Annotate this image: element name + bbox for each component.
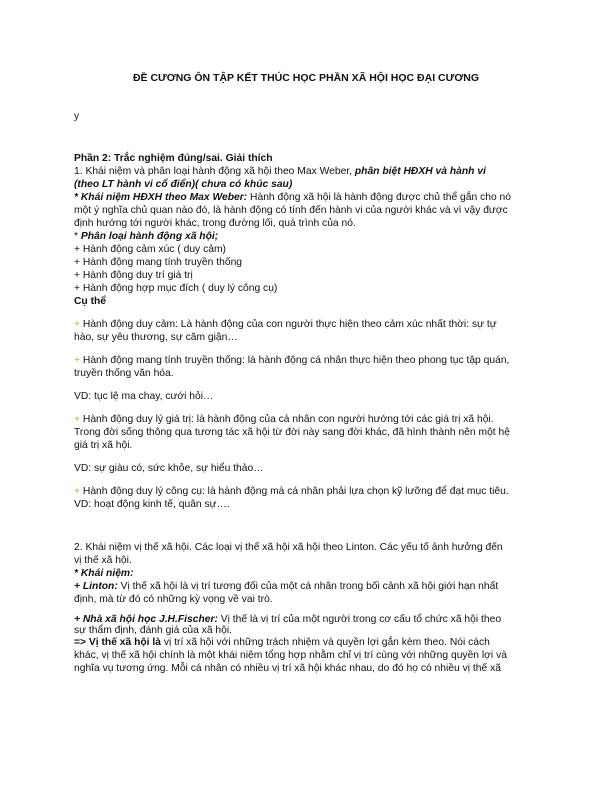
detail-emotional-text-1: Hành động duy cảm: Là hành động của con người thực hiện theo cảm xúc nhất thời: sự tự (80, 319, 497, 330)
q1-detail-instrumental (74, 485, 544, 511)
q1-type-item: + Hành động mang tính truyền thống (74, 257, 243, 268)
detail-value-example: VD: sự giàu có, sức khỏe, sự hiểu thảo… (74, 463, 264, 474)
q1-definition-text-1: Hành động xã hội là hành động được chủ thể gắn cho nó (247, 192, 511, 203)
q1-classification-label: Phân loại hành động xã hội; (80, 231, 219, 242)
q2-fischer-text-1: Vị thế là vị trí của một người trong cơ cấu tổ chức xã hội theo (217, 614, 502, 625)
q2-conclusion-label: => Vị thế xã hội là (74, 637, 161, 648)
q2-fischer-text-2: sự thẩm định, đánh giá của xã hội. (74, 625, 233, 636)
plus-marker: + (74, 486, 81, 497)
q2-intro-line-1: 2. Khái niệm vị thế xã hội. Các loại vị thế xã hội xã hội theo Linton. Các yếu tố ảnh hưởng đến (74, 542, 503, 553)
q1-detail-heading: Cụ thể (74, 296, 107, 307)
q2-linton-text-1: Vị thế xã hội là vị trí tương đối của một cá nhân trong bối cảnh xã hội giới hạn nhất (117, 581, 499, 592)
detail-traditional-example: VD: tục lệ ma chay, cưới hỏi… (74, 391, 214, 402)
q2-linton-text-2: định, mà từ đó có những kỳ vọng về vai trò. (74, 594, 273, 605)
plus-marker: + (74, 414, 81, 425)
q2-intro (74, 541, 544, 567)
stray-character: y (74, 111, 80, 122)
q1-definition-label: * Khái niệm HĐXH theo Max Weber: (74, 192, 248, 203)
q1-detail-emotional (74, 318, 544, 344)
document-title: ĐỀ CƯƠNG ÔN TẬP KẾT THÚC HỌC PHẦN XÃ HỘI HỌC ĐẠI CƯƠNG (132, 72, 480, 84)
q2-fischer-label: + Nhà xã hội học J.H.Fischer: (74, 614, 218, 625)
q2-conclusion-text-3: nghĩa vụ tương ứng. Mỗi cá nhân có nhiều vị trí xã hội khác nhau, do đó họ có nhiều vị thế xã (74, 663, 501, 674)
q2-intro-line-2: vị thế xã hội. (74, 555, 132, 566)
section-heading: Phần 2: Trắc nghiệm đúng/sai. Giải thích (74, 153, 273, 164)
q2-linton-line-1 (74, 580, 544, 593)
q2-conclusion-text-2: khác, vị thế xã hội chính là một khái niệm tổng hợp nhằm chỉ vị trí cùng với những quyền lợi và (74, 650, 507, 661)
detail-traditional-text-2: truyền thống văn hóa. (74, 368, 174, 379)
q1-detail-traditional (74, 354, 544, 380)
q2-fischer (74, 614, 544, 636)
q1-definition-text-3: định hướng tới người khác, trong đường lối, quá trình của nó. (74, 218, 356, 229)
detail-traditional-text-1: Hành động mang tính truyền thống: là hành động cá nhân thực hiện theo phong tục tập quán, (80, 355, 510, 366)
detail-emotional-text-2: hào, sự yêu thương, sự căm giận… (74, 332, 238, 343)
q1-classification-star: * (74, 231, 81, 242)
q1-intro-emphasis-2: (theo LT hành vi cổ điển)( chưa có khúc sau) (74, 179, 293, 190)
q1-type-item: + Hành động cảm xúc ( duy cảm) (74, 244, 226, 255)
q1-detail-value (74, 413, 544, 452)
q1-type-item: + Hành động duy trí giá trị (74, 270, 193, 281)
q1-intro: 1. Khái niệm và phân loại hành động xã hội theo Max Weber, (74, 166, 355, 177)
q2-concept-label: * Khái niệm: (74, 568, 134, 579)
q1-type-item: + Hành động hợp mục đích ( duy lý công cụ) (74, 283, 278, 294)
q1-classification-heading (74, 230, 544, 243)
q1-intro-line (74, 165, 544, 178)
q2-conclusion-line-1 (74, 636, 544, 649)
q1-definition-line-1 (74, 191, 544, 204)
q2-linton-label: + Linton: (74, 581, 118, 592)
detail-value-text-1: Hành động duy lý giá trị: là hành động của cá nhân con người hướng tới các giá trị xã hội. (80, 414, 494, 425)
document-body (74, 152, 544, 675)
detail-value-text-2: Trong đời sống thông qua tương tác xã hội từ đời này sang đời khác, đã hình thành nên một hệ (74, 427, 510, 438)
detail-instrumental-example: VD: hoạt động kinh tế, quân sự…. (74, 499, 230, 510)
q2-conclusion-text-1: vị trí xã hội với những trách nhiệm và quyền lợi gắn kèm theo. Nói cách (161, 637, 490, 648)
q1-intro-emphasis-1: phân biệt HĐXH và hành vi (354, 166, 486, 177)
plus-marker: + (74, 319, 81, 330)
q1-definition-text-2: một ý nghĩa chủ quan nào đó, là hành động có tính đến hành vi của người khác và vì vậy được (74, 205, 508, 216)
detail-value-text-3: giá trị xã hội. (74, 440, 133, 451)
detail-instrumental-text-1: Hành động duy lý công cụ: là hành động mà cá nhân phải lựa chọn kỹ lưỡng để đạt mục tiêu. (80, 486, 509, 497)
plus-marker: + (74, 355, 81, 366)
